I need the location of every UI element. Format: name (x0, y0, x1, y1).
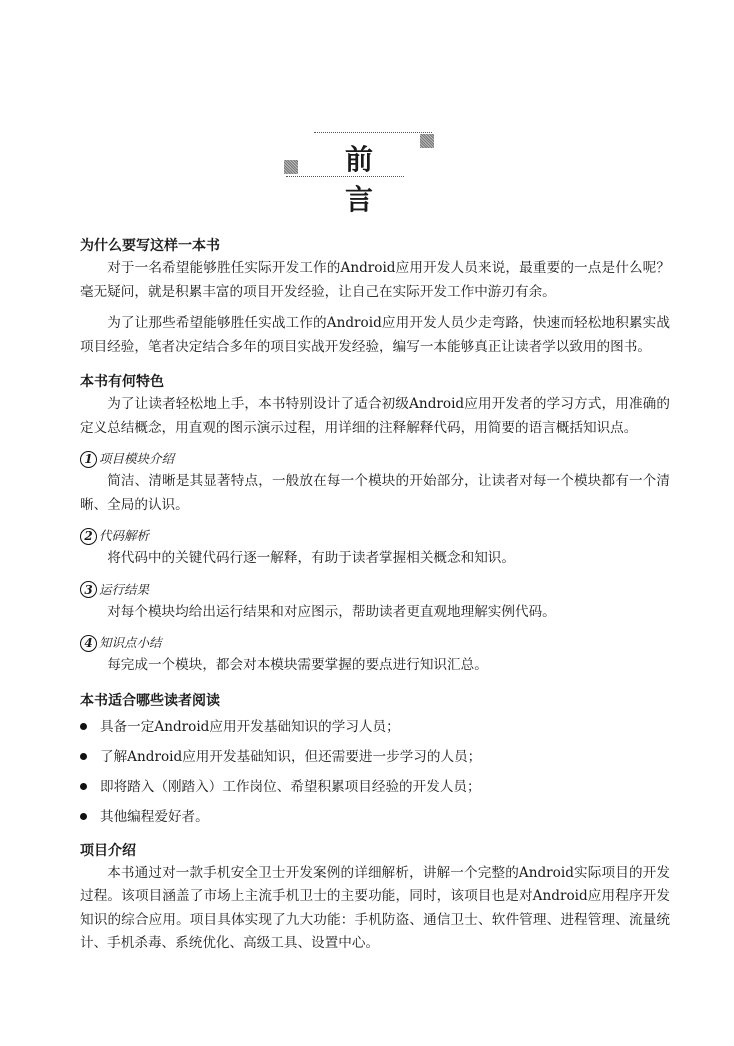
paragraph: 对每个模块均给出运行结果和对应图示，帮助读者更直观地理解实例代码。 (107, 603, 556, 620)
paragraph: 每完成一个模块，都会对本模块需要掌握的要点进行知识汇总。 (107, 657, 488, 673)
title-rule (314, 132, 432, 133)
number-badge: 1 (80, 451, 97, 468)
number-badge: 3 (80, 581, 97, 598)
paragraph: 为了让读者轻松地上手，本书特别设计了适合初级Android应用开发者的学习方式，用准确的定义总结概念，用直观的图示演示过程，用详细的注释解释代码，用简要的语言概括知识点。 (80, 396, 670, 436)
feature-heading (80, 525, 670, 547)
list-item (80, 802, 670, 832)
main-content (80, 235, 670, 956)
reader-list (80, 712, 670, 832)
bullet-icon (80, 753, 87, 760)
paragraph: 对于一名希望能够胜任实际开发工作的Android应用开发人员来说，最重要的一点是什么呢？毫无疑问，就是积累丰富的项目开发经验，让自己在实际开发工作中游刃有余。 (80, 260, 670, 300)
feature-label: 运行结果 (99, 581, 150, 597)
list-item (80, 772, 670, 802)
paragraph: 本书通过对一款手机安全卫士开发案例的详细解析，讲解一个完整的Android实际项目的开发过程。该项目涵盖了市场上主流手机卫士的主要功能，同时，该项目也是对Android应用程序开发知识的综合应用。项目具体实现了九大功能：手机防盗、通信卫士、软件管理、进程管理、流量统计、手机杀毒、系统优化、高级工具、设置中心。 (80, 864, 670, 951)
bullet-icon (80, 783, 87, 790)
list-item-text: 其他编程爱好者。 (100, 808, 209, 825)
feature-label: 代码解析 (99, 528, 150, 543)
paragraph: 将代码中的关键代码行逐一解释，有助于读者掌握相关概念和知识。 (107, 550, 515, 566)
section-heading: 为什么要写这样一本书 (80, 238, 220, 254)
feature-label: 项目模块介绍 (99, 451, 175, 466)
list-item-text: 即将踏入（刚踏入）工作岗位、希望积累项目经验的开发人员； (100, 778, 481, 795)
section-heading: 本书有何特色 (80, 374, 164, 390)
feature-heading (80, 448, 670, 470)
number-badge: 2 (80, 528, 97, 545)
feature-heading (80, 579, 670, 601)
list-item-text: 具备一定Android应用开发基础知识的学习人员； (100, 718, 400, 735)
title-block (284, 132, 434, 216)
title-ornament (284, 160, 298, 174)
list-item (80, 712, 670, 742)
paragraph: 为了让那些希望能够胜任实战工作的Android应用开发人员少走弯路，快速而轻松地积累实战项目经验，笔者决定结合多年的项目实战开发经验，编写一本能够真正让读者学以致用的图书。 (80, 315, 670, 355)
feature-label: 知识点小结 (99, 635, 162, 650)
number-badge: 4 (80, 635, 97, 652)
title-rule (286, 176, 404, 177)
feature-heading (80, 632, 670, 654)
bullet-icon (80, 723, 87, 730)
page-title: 前 言 (344, 143, 395, 216)
list-item (80, 742, 670, 772)
bullet-icon (80, 813, 87, 820)
section-heading: 本书适合哪些读者阅读 (80, 692, 220, 709)
section-heading: 项目介绍 (80, 842, 136, 859)
list-item-text: 了解Android应用开发基础知识，但还需要进一步学习的人员； (100, 748, 482, 765)
paragraph: 简洁、清晰是其显著特点，一般放在每一个模块的开始部分，让读者对每一个模块都有一个清晰、全局的认识。 (80, 473, 670, 513)
